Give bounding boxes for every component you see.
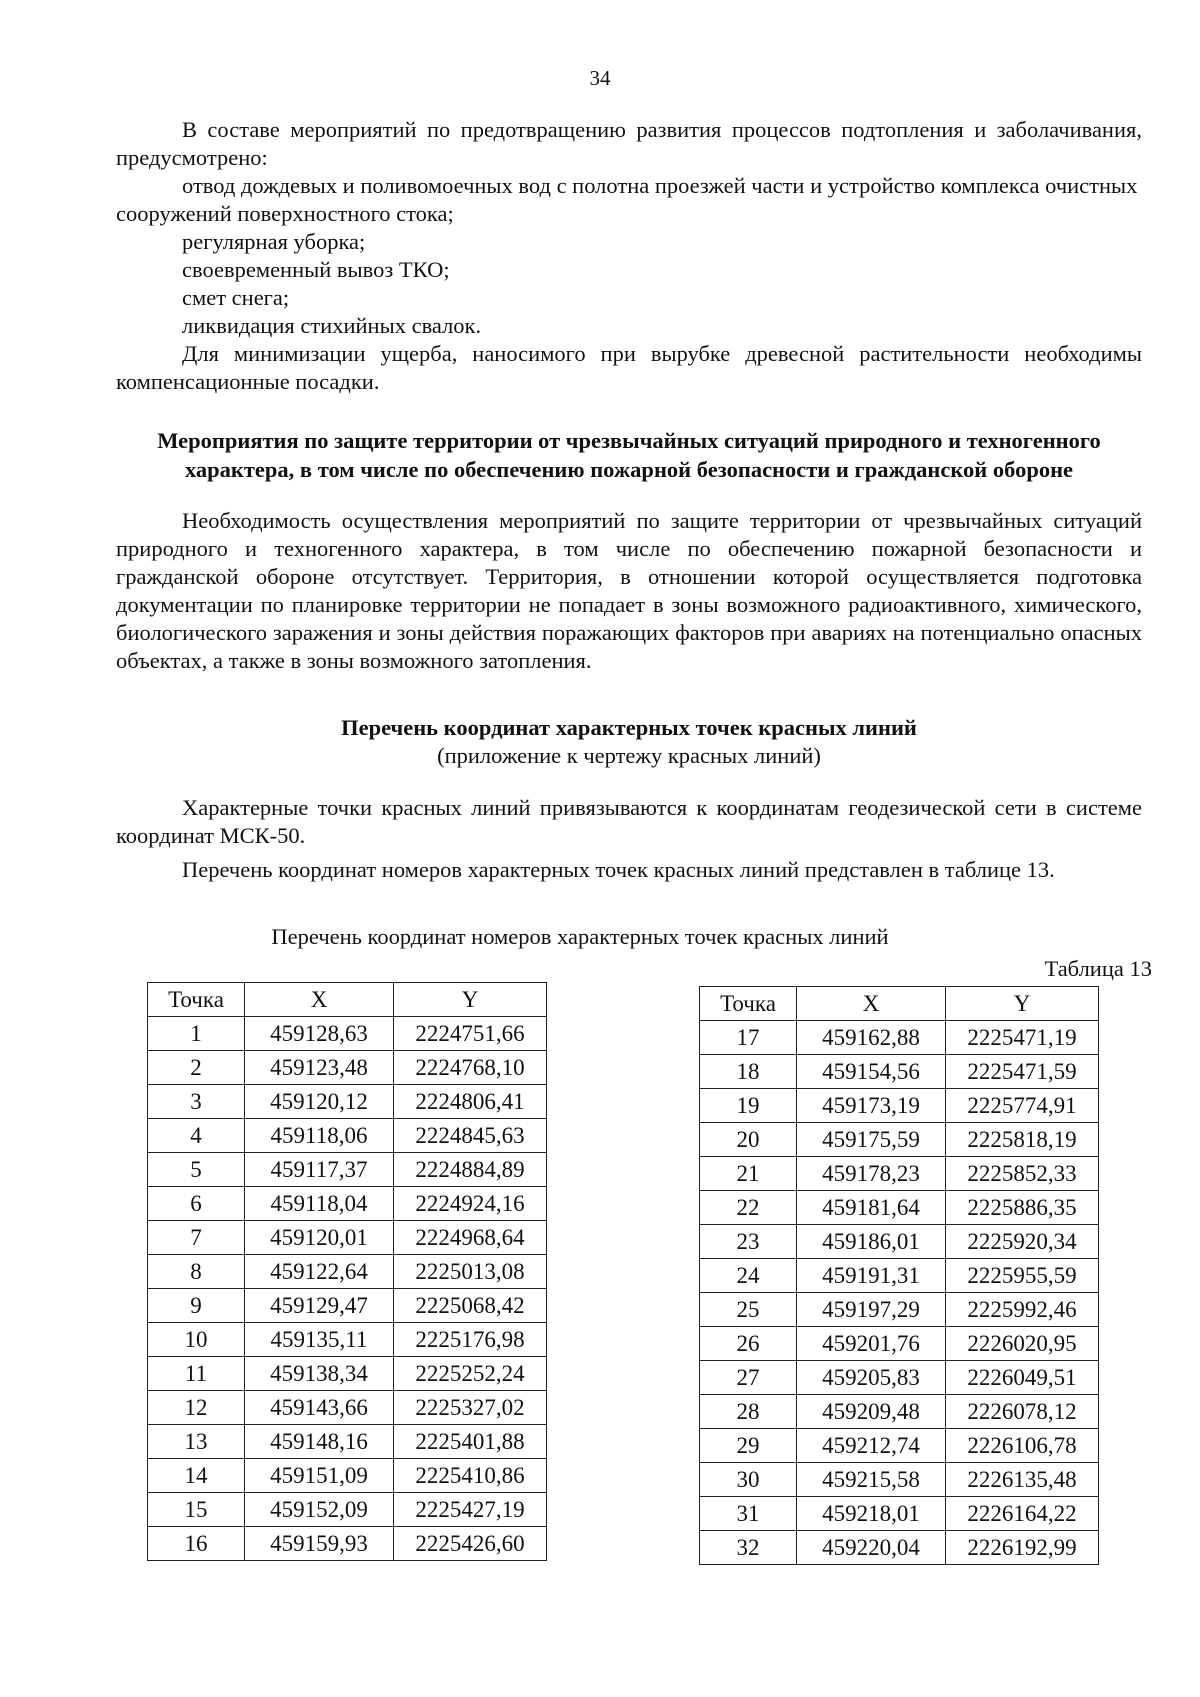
cell-x: 459197,29 <box>797 1293 946 1327</box>
table-row <box>700 1021 1099 1055</box>
cell-point: 13 <box>148 1425 245 1459</box>
header-x: X <box>245 983 394 1017</box>
cell-y: 2225852,33 <box>946 1157 1099 1191</box>
cell-point: 29 <box>700 1429 797 1463</box>
cell-y: 2225410,86 <box>394 1459 547 1493</box>
header-x: X <box>797 987 946 1021</box>
cell-point: 11 <box>148 1357 245 1391</box>
table-row <box>700 1157 1099 1191</box>
header-y: Y <box>946 987 1099 1021</box>
cell-y: 2225068,42 <box>394 1289 547 1323</box>
cell-point: 3 <box>148 1085 245 1119</box>
cell-y: 2225176,98 <box>394 1323 547 1357</box>
emergency-section-heading: Мероприятия по защите территории от чрезвычайных ситуаций природного и техногенного характера, в том числе по обеспечению пожарной безопасности и гражданской обороне <box>157 428 1101 482</box>
cell-y: 2224806,41 <box>394 1085 547 1119</box>
cell-point: 26 <box>700 1327 797 1361</box>
table-row <box>700 1497 1099 1531</box>
table-row <box>148 1221 547 1255</box>
header-y: Y <box>394 983 547 1017</box>
table-caption: Перечень координат номеров характерных точек красных линий <box>271 924 889 949</box>
cell-y: 2225252,24 <box>394 1357 547 1391</box>
measure-item: своевременный вывоз ТКО; <box>182 257 450 282</box>
table-row <box>148 1493 547 1527</box>
coords-table-reference: Перечень координат номеров характерных точек красных линий представлен в таблице 13. <box>182 857 1055 882</box>
cell-x: 459143,66 <box>245 1391 394 1425</box>
cell-x: 459151,09 <box>245 1459 394 1493</box>
cell-point: 15 <box>148 1493 245 1527</box>
cell-y: 2224968,64 <box>394 1221 547 1255</box>
cell-point: 21 <box>700 1157 797 1191</box>
header-point: Точка <box>148 983 245 1017</box>
table-row <box>148 1153 547 1187</box>
cell-point: 24 <box>700 1259 797 1293</box>
table-row <box>700 1463 1099 1497</box>
cell-y: 2224768,10 <box>394 1051 547 1085</box>
cell-x: 459215,58 <box>797 1463 946 1497</box>
cell-x: 459201,76 <box>797 1327 946 1361</box>
cell-x: 459118,06 <box>245 1119 394 1153</box>
table-header-row <box>700 987 1099 1021</box>
cell-point: 12 <box>148 1391 245 1425</box>
cell-point: 32 <box>700 1531 797 1565</box>
table-row <box>148 1391 547 1425</box>
cell-point: 9 <box>148 1289 245 1323</box>
cell-y: 2225955,59 <box>946 1259 1099 1293</box>
cell-y: 2225992,46 <box>946 1293 1099 1327</box>
cell-point: 18 <box>700 1055 797 1089</box>
cell-point: 28 <box>700 1395 797 1429</box>
table-row <box>700 1089 1099 1123</box>
measure-item: отвод дождевых и поливомоечных вод с полотна проезжей части и устройство комплекса очистных сооружений поверхностного стока; <box>116 173 1138 226</box>
coords-table-left <box>147 982 547 1561</box>
cell-x: 459123,48 <box>245 1051 394 1085</box>
cell-y: 2226135,48 <box>946 1463 1099 1497</box>
cell-point: 6 <box>148 1187 245 1221</box>
cell-point: 1 <box>148 1017 245 1051</box>
table-row <box>148 1051 547 1085</box>
cell-y: 2224924,16 <box>394 1187 547 1221</box>
cell-x: 459209,48 <box>797 1395 946 1429</box>
cell-x: 459162,88 <box>797 1021 946 1055</box>
page-number: 34 <box>589 66 611 90</box>
table-row <box>148 1017 547 1051</box>
measure-item: ликвидация стихийных свалок. <box>182 313 482 338</box>
cell-y: 2226106,78 <box>946 1429 1099 1463</box>
cell-x: 459205,83 <box>797 1361 946 1395</box>
table-row <box>148 1425 547 1459</box>
cell-point: 27 <box>700 1361 797 1395</box>
cell-x: 459173,19 <box>797 1089 946 1123</box>
cell-y: 2225774,91 <box>946 1089 1099 1123</box>
table-row <box>700 1055 1099 1089</box>
cell-x: 459159,93 <box>245 1527 394 1561</box>
cell-y: 2226020,95 <box>946 1327 1099 1361</box>
compensation-paragraph: Для минимизации ущерба, наносимого при вырубке древесной растительности необходимы компенсационные посадки. <box>116 341 1142 394</box>
table-row <box>700 1395 1099 1429</box>
cell-x: 459212,74 <box>797 1429 946 1463</box>
cell-x: 459129,47 <box>245 1289 394 1323</box>
cell-point: 7 <box>148 1221 245 1255</box>
cell-y: 2225426,60 <box>394 1527 547 1561</box>
cell-x: 459135,11 <box>245 1323 394 1357</box>
cell-point: 14 <box>148 1459 245 1493</box>
table-row <box>700 1191 1099 1225</box>
emergency-section-text: Необходимость осуществления мероприятий по защите территории от чрезвычайных ситуаций природного и техногенного характера, в том числе по обеспечению пожарной безопасности и гражданской обороне отсутствует. Территория, в отношении которой осуществляется подготовка документации по планировке территории не попадает в зоны возможного радиоактивного, химического, биологического заражения и зоны действия поражающих факторов при авариях на потенциально опасных объектах, а также в зоны возможного затопления. <box>116 508 1142 673</box>
cell-y: 2224884,89 <box>394 1153 547 1187</box>
cell-y: 2226078,12 <box>946 1395 1099 1429</box>
cell-point: 10 <box>148 1323 245 1357</box>
table-number: Таблица 13 <box>1044 956 1152 981</box>
cell-point: 5 <box>148 1153 245 1187</box>
cell-point: 16 <box>148 1527 245 1561</box>
cell-y: 2225401,88 <box>394 1425 547 1459</box>
cell-point: 22 <box>700 1191 797 1225</box>
cell-y: 2225427,19 <box>394 1493 547 1527</box>
cell-x: 459117,37 <box>245 1153 394 1187</box>
cell-x: 459186,01 <box>797 1225 946 1259</box>
table-row <box>148 1085 547 1119</box>
cell-y: 2225920,34 <box>946 1225 1099 1259</box>
cell-y: 2225471,59 <box>946 1055 1099 1089</box>
table-row <box>700 1123 1099 1157</box>
table-row <box>148 1357 547 1391</box>
cell-point: 17 <box>700 1021 797 1055</box>
cell-x: 459122,64 <box>245 1255 394 1289</box>
cell-point: 31 <box>700 1497 797 1531</box>
table-header-row <box>148 983 547 1017</box>
cell-point: 20 <box>700 1123 797 1157</box>
cell-x: 459220,04 <box>797 1531 946 1565</box>
table-row <box>148 1289 547 1323</box>
table-row <box>700 1429 1099 1463</box>
table-row <box>700 1327 1099 1361</box>
cell-x: 459191,31 <box>797 1259 946 1293</box>
cell-point: 23 <box>700 1225 797 1259</box>
table-row <box>148 1255 547 1289</box>
cell-x: 459120,01 <box>245 1221 394 1255</box>
measure-item: регулярная уборка; <box>182 229 366 254</box>
cell-x: 459181,64 <box>797 1191 946 1225</box>
coords-section-heading: Перечень координат характерных точек красных линий <box>341 715 917 740</box>
cell-x: 459128,63 <box>245 1017 394 1051</box>
cell-y: 2225471,19 <box>946 1021 1099 1055</box>
cell-point: 25 <box>700 1293 797 1327</box>
cell-y: 2225013,08 <box>394 1255 547 1289</box>
table-row <box>700 1293 1099 1327</box>
cell-x: 459154,56 <box>797 1055 946 1089</box>
cell-x: 459118,04 <box>245 1187 394 1221</box>
cell-point: 19 <box>700 1089 797 1123</box>
cell-y: 2225818,19 <box>946 1123 1099 1157</box>
coords-table-right <box>699 986 1099 1565</box>
cell-x: 459178,23 <box>797 1157 946 1191</box>
table-row <box>148 1459 547 1493</box>
cell-y: 2225886,35 <box>946 1191 1099 1225</box>
cell-x: 459138,34 <box>245 1357 394 1391</box>
table-row <box>148 1187 547 1221</box>
table-row <box>700 1225 1099 1259</box>
table-row <box>148 1527 547 1561</box>
cell-y: 2226164,22 <box>946 1497 1099 1531</box>
cell-point: 4 <box>148 1119 245 1153</box>
cell-x: 459148,16 <box>245 1425 394 1459</box>
cell-x: 459152,09 <box>245 1493 394 1527</box>
cell-y: 2226049,51 <box>946 1361 1099 1395</box>
header-point: Точка <box>700 987 797 1021</box>
intro-paragraph: В составе мероприятий по предотвращению развития процессов подтопления и заболачивания, предусмотрено: <box>116 117 1142 170</box>
cell-point: 8 <box>148 1255 245 1289</box>
cell-y: 2224845,63 <box>394 1119 547 1153</box>
cell-point: 2 <box>148 1051 245 1085</box>
cell-y: 2224751,66 <box>394 1017 547 1051</box>
measure-item: смет снега; <box>182 285 290 310</box>
coords-paragraph: Характерные точки красных линий привязываются к координатам геодезической сети в системе координат МСК-50. <box>116 795 1142 848</box>
table-row <box>148 1119 547 1153</box>
coords-section-subheading: (приложение к чертежу красных линий) <box>437 743 821 768</box>
table-row <box>700 1531 1099 1565</box>
cell-point: 30 <box>700 1463 797 1497</box>
cell-x: 459218,01 <box>797 1497 946 1531</box>
table-row <box>700 1361 1099 1395</box>
cell-x: 459175,59 <box>797 1123 946 1157</box>
document-body <box>116 116 1142 884</box>
cell-x: 459120,12 <box>245 1085 394 1119</box>
cell-y: 2225327,02 <box>394 1391 547 1425</box>
table-row <box>148 1323 547 1357</box>
table-row <box>700 1259 1099 1293</box>
cell-y: 2226192,99 <box>946 1531 1099 1565</box>
